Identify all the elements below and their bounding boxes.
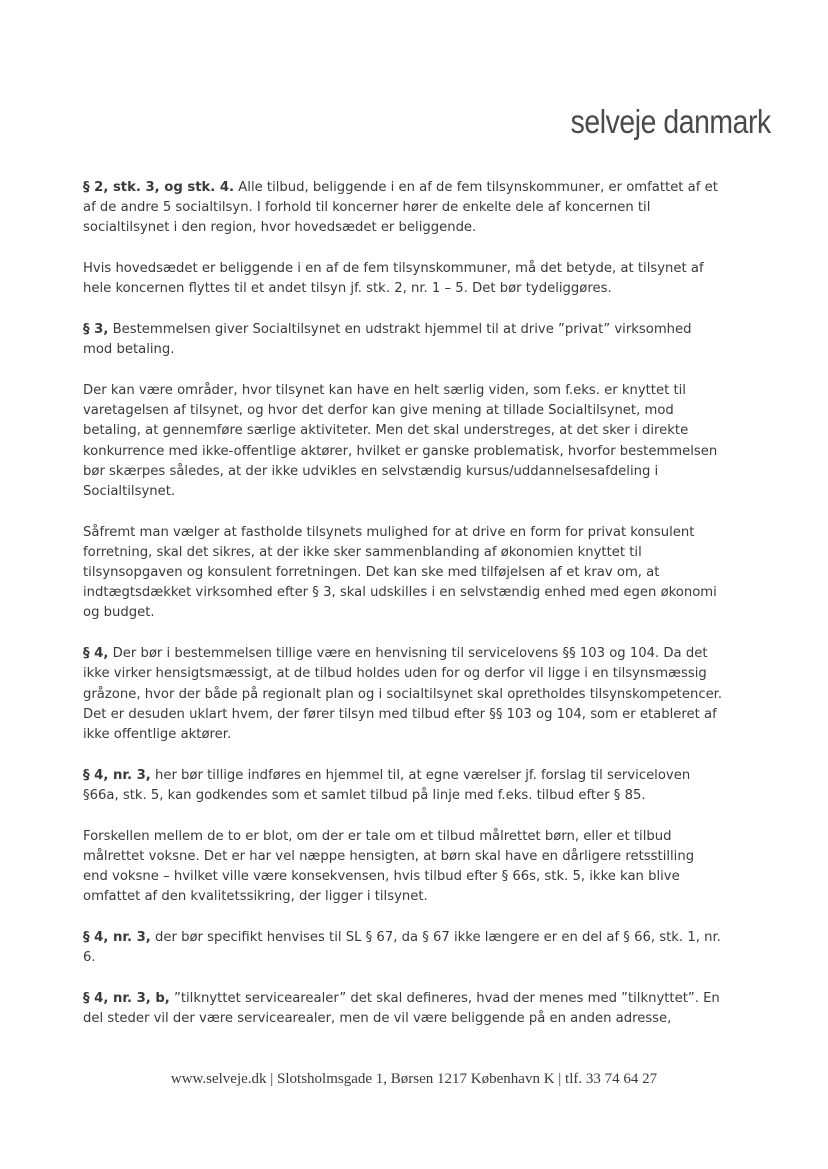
paragraph — [83, 827, 723, 908]
paragraph — [83, 766, 723, 806]
document-body — [83, 178, 723, 1050]
paragraph-text: Hvis hovedsædet er beliggende i en af de fem tilsynskommuner, må det betyde, at tilsynet af hele koncernen flyttes til et andet tilsyn jf. stk. 2, nr. 1 – 5. Det bør tydeliggøres. — [83, 261, 704, 297]
paragraph-text: Der kan være områder, hvor tilsynet kan have en helt særlig viden, som f.eks. er knyttet til varetagelsen af tilsynet, og hvor det derfor kan give mening at tillade Socialtilsynet, mod betaling, at gennemføre særlige aktiviteter. Men det skal understreges, at det sker i direkte konkurrence med ikke-offentlige aktører, hvilket er ganske problematisk, hvorfor bestemmelsen bør skærpes således, at der ikke udvikles en selvstændig kursus/uddannelsesafdeling i Socialtilsynet. — [83, 382, 718, 499]
paragraph-text: ”tilknyttet servicearealer” det skal defineres, hvad der menes med ”tilknyttet”. En del steder vil der være servicearealer, men de vil være beliggende på en anden adresse, — [83, 990, 720, 1026]
paragraph — [83, 320, 723, 360]
paragraph — [83, 989, 723, 1029]
paragraph — [83, 381, 723, 502]
logo: selveje danmark — [570, 103, 771, 140]
paragraph-text: Bestemmelsen giver Socialtilsynet en udstrakt hjemmel til at drive ”privat” virksomhed mod betaling. — [83, 322, 692, 358]
section-reference: § 4, nr. 3, b, — [83, 990, 170, 1006]
paragraph-text: Der bør i bestemmelsen tillige være en henvisning til servicelovens §§ 103 og 104. Da det ikke virker hensigtsmæssigt, at de tilbud holdes uden for og derfor vil ligge i en tilsynsmæssig gråzone, hvor der både på regionalt plan og i socialtilsynet skal opretholdes tilsynskompetencer. Det er desuden uklart hvem, der fører tilsyn med tilbud efter §§ 103 og 104, som er etableret af ikke offentlige aktører. — [83, 646, 723, 742]
section-reference: § 4, nr. 3, — [83, 767, 151, 783]
paragraph — [83, 928, 723, 968]
footer-contact: www.selveje.dk | Slotsholmsgade 1, Børsen 1217 København K | tlf. 33 74 64 27 — [170, 1071, 658, 1087]
paragraph-text: Forskellen mellem de to er blot, om der er tale om et tilbud målrettet børn, eller et tilbud målrettet voksne. Det er har vel næppe hensigten, at børn skal have en dårligere retsstilling end voksne – hvilket ville være konsekvensen, hvis tilbud efter § 66s, stk. 5, ikke kan blive omfattet af den kvalitetssikring, der ligger i tilsynet. — [83, 828, 695, 905]
paragraph-text: Såfremt man vælger at fastholde tilsynets mulighed for at drive en form for privat konsulent forretning, skal det sikres, at der ikke sker sammenblanding af økonomien knyttet til tilsynsopgaven og konsulent forretningen. Det kan ske med tilføjelsen af et krav om, at indtægtsdækket virksomhed efter § 3, skal udskilles i en selvstændig enhed med egen økonomi og budget. — [83, 524, 717, 621]
section-reference: § 4, nr. 3, — [83, 929, 151, 945]
section-reference: § 3, — [83, 322, 109, 338]
paragraph-text: Alle tilbud, beliggende i en af de fem tilsynskommuner, er omfattet af et af de andre 5 socialtilsyn. I forhold til koncerner hører de enkelte dele af koncernen til socialtilsynet i den region, hvor hovedsædet er beliggende. — [83, 180, 718, 236]
section-reference: § 4, — [83, 646, 109, 662]
paragraph — [83, 523, 723, 624]
paragraph — [83, 178, 723, 239]
section-reference: § 2, stk. 3, og stk. 4. — [83, 180, 235, 195]
paragraph-text: her bør tillige indføres en hjemmel til, at egne værelser jf. forslag til serviceloven §66a, stk. 5, kan godkendes som et samlet tilbud på linje med f.eks. tilbud efter § 85. — [83, 767, 691, 803]
paragraph — [83, 259, 723, 299]
paragraph-text: der bør specifikt henvises til SL § 67, da § 67 ikke længere er en del af § 66, stk. 1, nr. 6. — [83, 929, 721, 966]
paragraph — [83, 644, 723, 745]
